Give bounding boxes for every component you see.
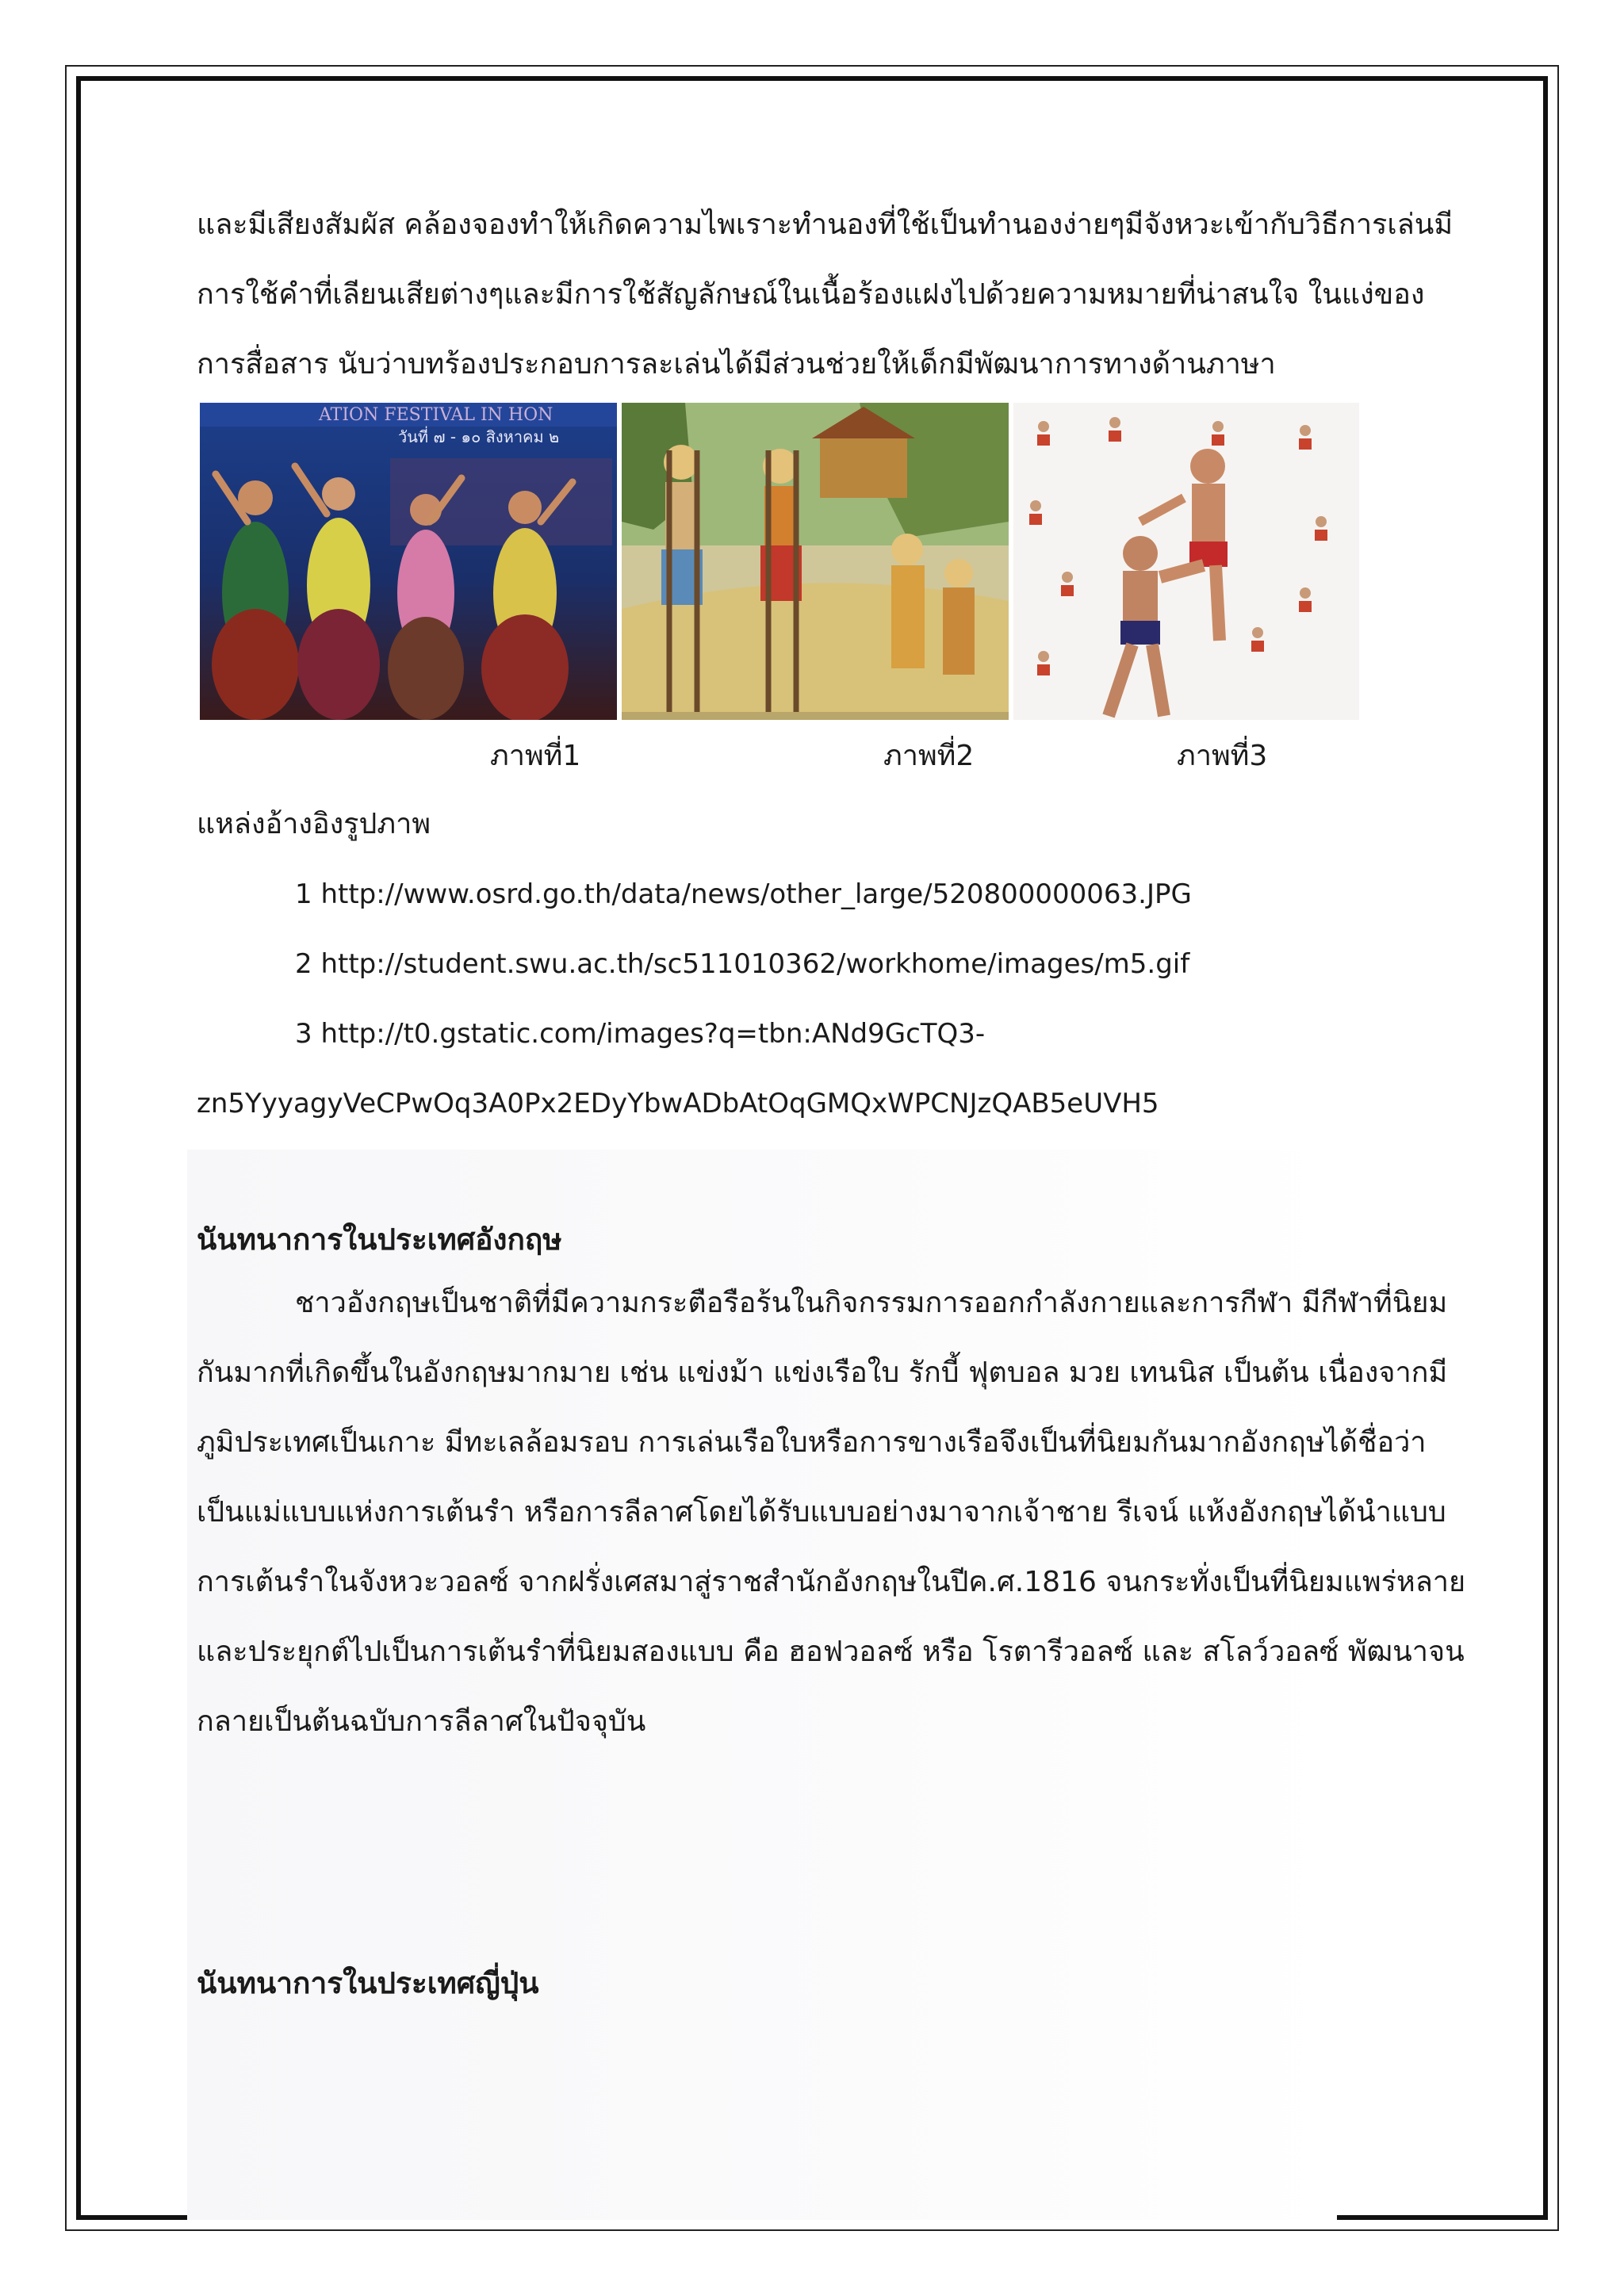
references-heading: แหล่งอ้างอิงรูปภาพ xyxy=(197,808,431,840)
photo-caption-2: ภาพที่2 xyxy=(883,740,975,772)
paragraph-line: ภูมิประเทศเป็นเกาะ มีทะเลล้อมรอบ การเล่นเรือใบหรือการขางเรือจึงเป็นที่นิยมกันมากอังกฤษได้ชื่อว่า xyxy=(197,1426,1427,1459)
photo-muay-thai xyxy=(1013,403,1359,720)
paragraph-line: กันมากที่เกิดขึ้นในอังกฤษมากมาย เช่น แข่งม้า แข่งเรือใบ รักบี้ ฟุตบอล มวย เทนนิส เป็นต้น เนื่องจากมี xyxy=(197,1357,1448,1389)
section-heading-england: นันทนาการในประเทศอังกฤษ xyxy=(197,1223,562,1257)
reference-link[interactable]: 3 http://t0.gstatic.com/images?q=tbn:ANd9GcTQ3- xyxy=(295,1018,986,1050)
reference-link-continuation[interactable]: zn5YyyagyVeCPwOq3A0Px2EDyYbwADbAtOqGMQxWPCNJzQAB5eUVH5 xyxy=(197,1088,1159,1119)
paragraph-line: และประยุกต์ไปเป็นการเต้นรำที่นิยมสองแบบ คือ ฮอฟวอลซ์ หรือ โรตารีวอลซ์ และ สโลว์วอลซ์ พัฒนาจน xyxy=(197,1636,1465,1668)
photo-caption-3: ภาพที่3 xyxy=(1177,740,1268,772)
paragraph-line: การใช้คำที่เลียนเสียต่างๆและมีการใช้สัญลักษณ์ในเนื้อร้องแฝงไปด้วยความหมายที่น่าสนใจ ในแง่ของ xyxy=(197,278,1425,311)
photo-thai-dance xyxy=(200,403,617,720)
photo-stilt-painting xyxy=(622,403,1009,720)
paragraph-line: กลายเป็นต้นฉบับการลีลาศในปัจจุบัน xyxy=(197,1705,646,1738)
paragraph-line: ชาวอังกฤษเป็นชาติที่มีความกระตือรือร้นในกิจกรรมการออกกำลังกายและการกีฬา มีกีฬาที่นิยม xyxy=(295,1287,1448,1319)
paragraph-line: เป็นแม่แบบแห่งการเต้นรำ หรือการลีลาศโดยได้รับแบบอย่างมาจากเจ้าชาย รีเจน์ แห้งอังกฤษได้นำแบบ xyxy=(197,1496,1446,1529)
reference-link[interactable]: 2 http://student.swu.ac.th/sc511010362/workhome/images/m5.gif xyxy=(295,948,1190,980)
section-heading-japan: นันทนาการในประเทศญี่ปุ่น xyxy=(197,1966,539,2000)
reference-link[interactable]: 1 http://www.osrd.go.th/data/news/other_large/520800000063.JPG xyxy=(295,878,1192,910)
paragraph-line: และมีเสียงสัมผัส คล้องจองทำให้เกิดความไพเราะทำนองที่ใช้เป็นทำนองง่ายๆมีจังหวะเข้ากับวิธีการเล่นมี xyxy=(197,209,1454,241)
photo-caption-1: ภาพที่1 xyxy=(490,740,581,772)
svg-text:วันที่ ๗ - ๑๐ สิงหาคม ๒: วันที่ ๗ - ๑๐ สิงหาคม ๒ xyxy=(398,427,560,446)
paragraph-line: การเต้นรำในจังหวะวอลซ์ จากฝรั่งเศสมาสู่ราชสำนักอังกฤษในปีค.ศ.1816 จนกระทั่งเป็นที่นิยมแพร่หลาย xyxy=(197,1566,1466,1598)
svg-text:ATION FESTIVAL IN HON: ATION FESTIVAL IN HON xyxy=(319,405,553,425)
paragraph-line: การสื่อสาร นับว่าบทร้องประกอบการละเล่นได้มีส่วนช่วยให้เด็กมีพัฒนาการทางด้านภาษา xyxy=(197,348,1276,381)
